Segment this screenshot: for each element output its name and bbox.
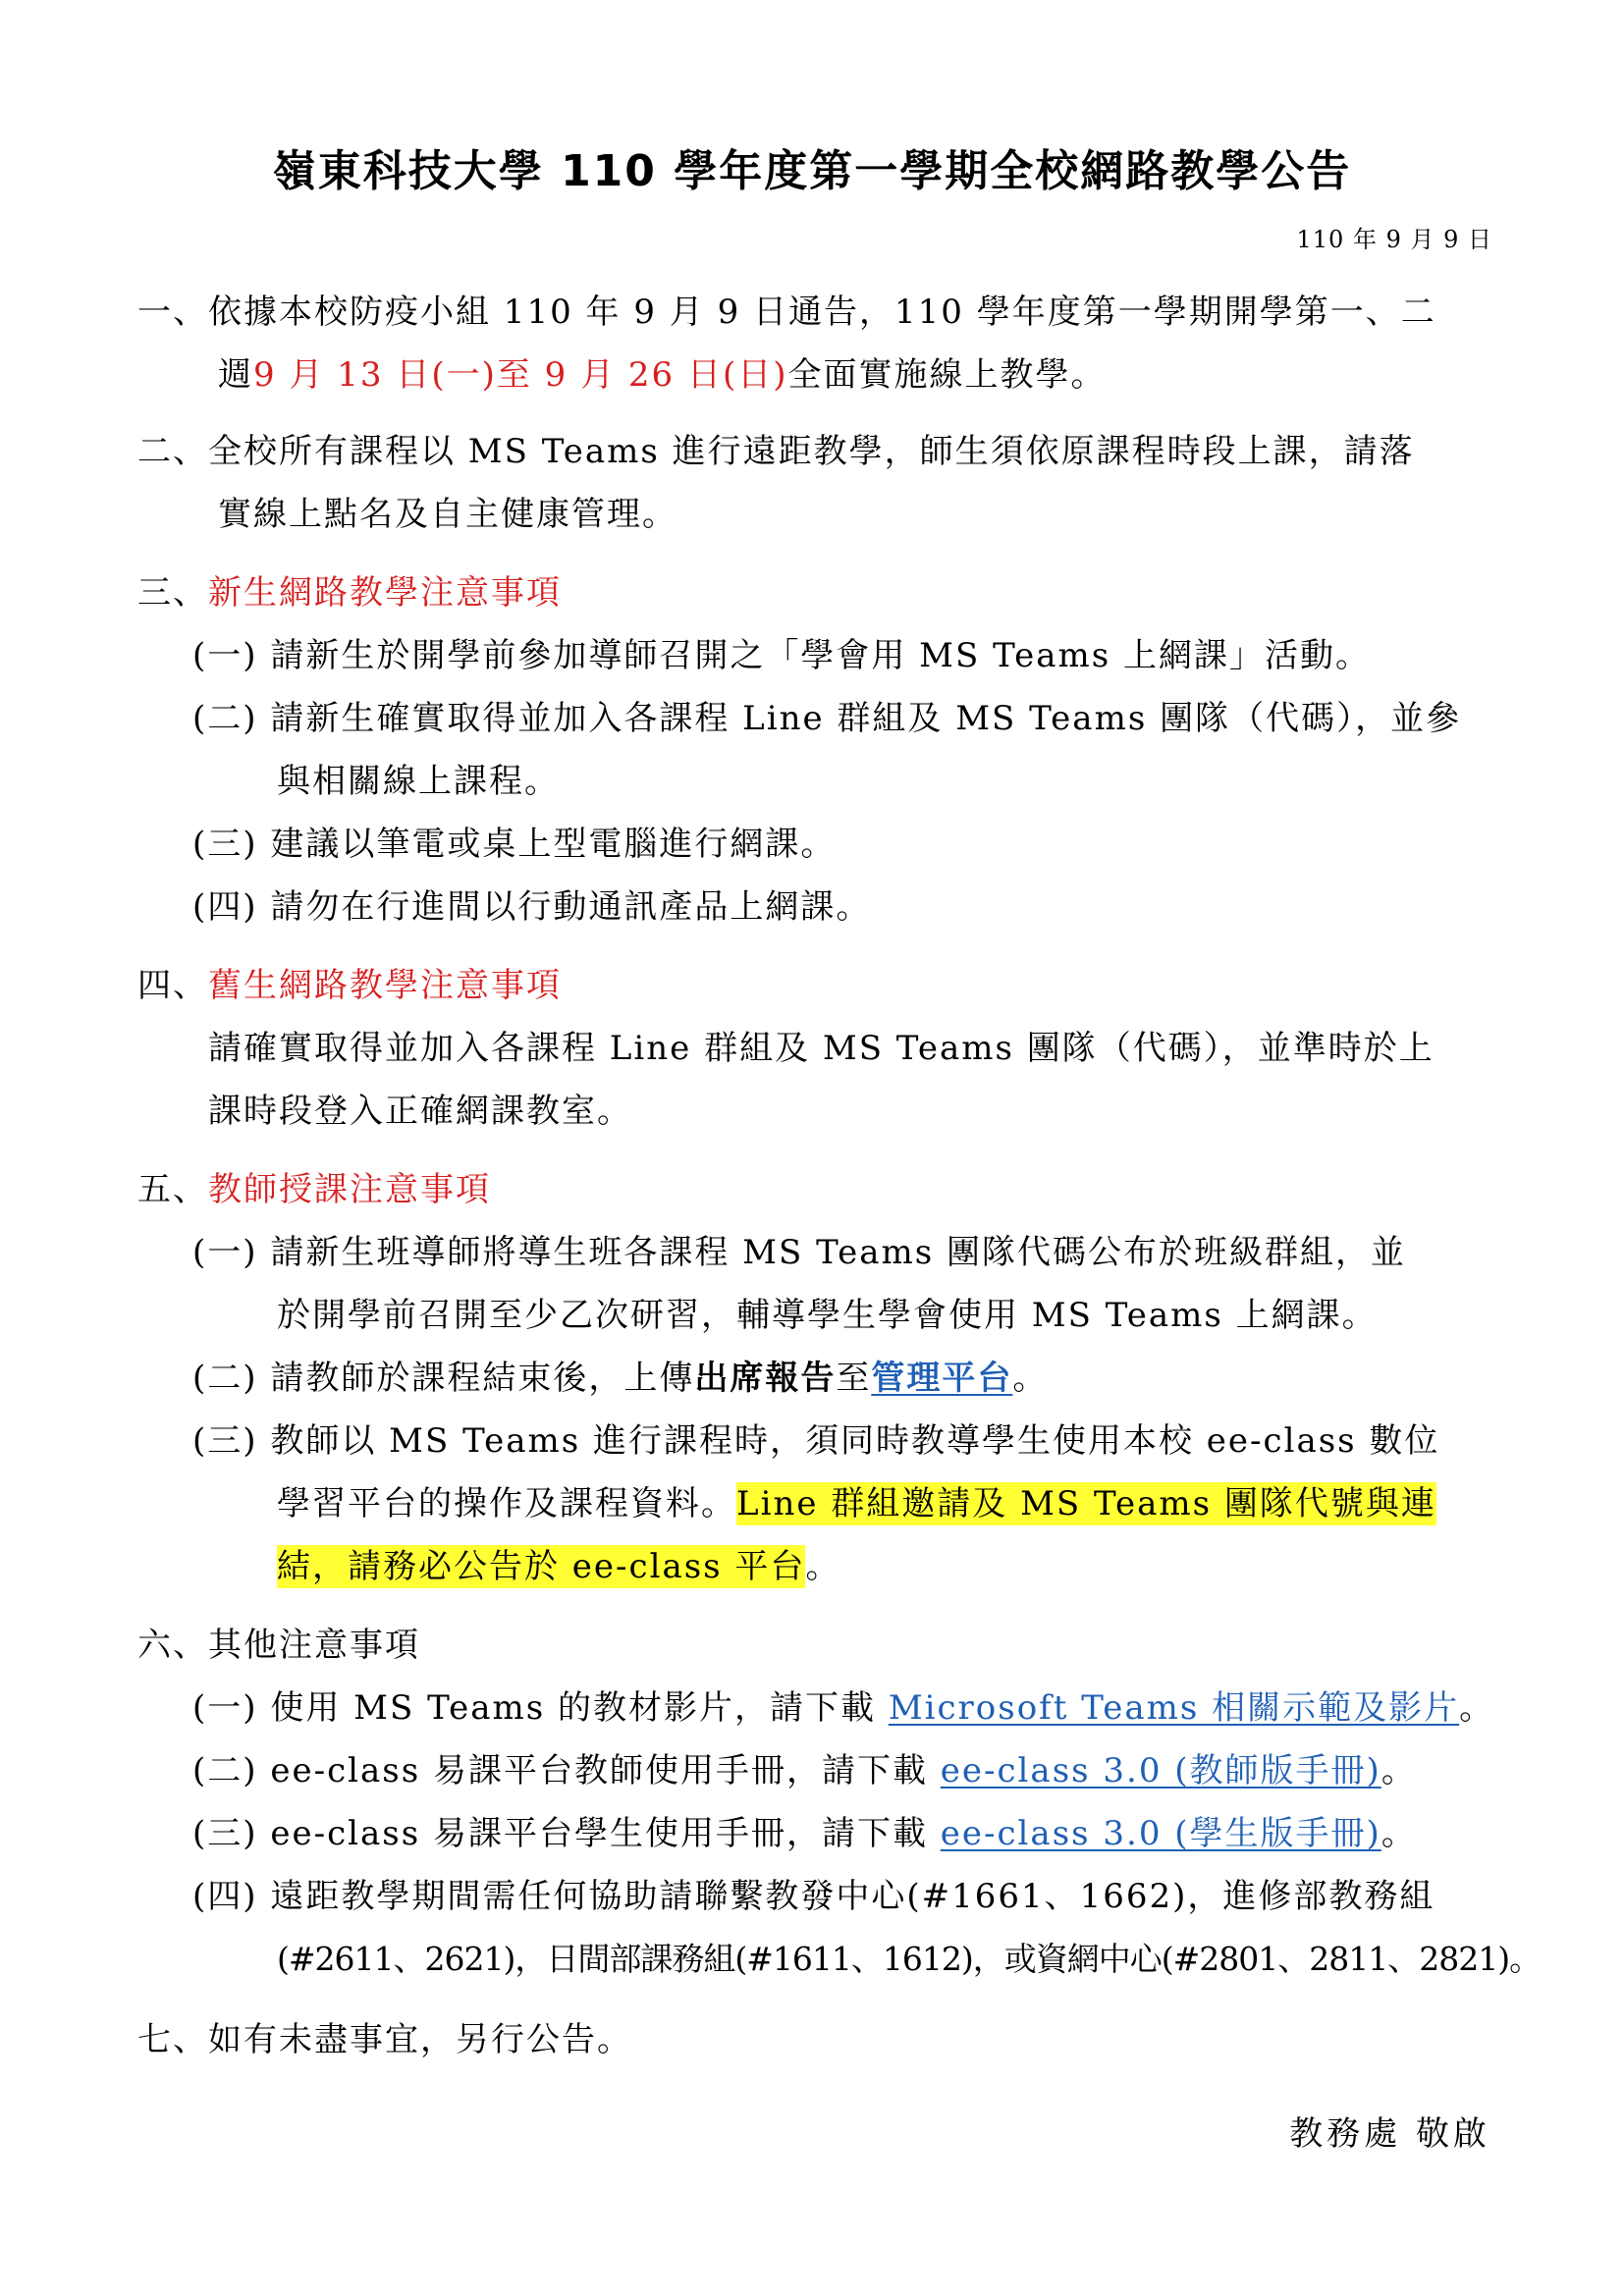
section-1-line2-post: 全面實施線上教學。: [787, 355, 1107, 395]
section-5-label: 五、: [137, 1170, 208, 1209]
section-2: [137, 420, 1415, 483]
section-3-item-2: [192, 687, 1461, 750]
item-text-pre: 請教師於課程結束後，上傳: [270, 1359, 695, 1398]
section-6-label: 六、: [137, 1626, 208, 1665]
item-number: (一): [192, 636, 258, 675]
section-3-heading-row: [137, 561, 562, 624]
item-number: (四): [192, 1877, 258, 1916]
item-text-post: 。: [1459, 1688, 1495, 1728]
item-number: (三): [192, 1421, 258, 1461]
highlighted-notice: Line 群組邀請及 MS Teams 團隊代號與連: [736, 1484, 1436, 1523]
section-5-item-3: [192, 1410, 1439, 1472]
item-text-mid: 至: [836, 1359, 872, 1398]
section-3-item-1: [192, 624, 1371, 687]
item-text: 建議以筆電或桌上型電腦進行網課。: [270, 825, 837, 864]
section-4-line2: 課時段登入正確網課教室。: [208, 1092, 632, 1131]
section-4-heading-row: [137, 954, 562, 1017]
section-5-heading: 教師授課注意事項: [208, 1170, 491, 1209]
item-text-post: 。: [1380, 1814, 1417, 1853]
announcement-date: 110 年 9 月 9 日: [1296, 226, 1492, 253]
item-text: 請新生於開學前參加導師召開之「學會用 MS Teams 上網課」活動。: [270, 636, 1371, 675]
section-3-label: 三、: [137, 573, 208, 613]
online-period-dates: 9 月 13 日(一)至 9 月 26 日(日): [253, 355, 788, 395]
section-1-label: 一、: [137, 293, 208, 332]
item-text-pre: ee-class 易課平台教師使用手冊，請下載: [270, 1751, 941, 1790]
section-3-item-4: [192, 876, 871, 938]
section-4-line1: 請確實取得並加入各課程 Line 群組及 MS Teams 團隊（代碼），並準時於上: [208, 1029, 1435, 1068]
section-6-item-4-cont: (#2611、2621)，日間部課務組(#1611、1612)，或資網中心(#2801、2811、2821)。: [277, 1940, 1542, 1978]
section-1-line2-pre: 週: [218, 355, 253, 395]
item-number: (三): [192, 1814, 258, 1853]
item-text-pre: ee-class 易課平台學生使用手冊，請下載: [270, 1814, 941, 1853]
item-text: 教師以 MS Teams 進行課程時，須同時教導學生使用本校 ee-class 數位: [270, 1421, 1440, 1461]
item-text: 請新生確實取得並加入各課程 Line 群組及 MS Teams 團隊（代碼），並參: [270, 699, 1462, 738]
section-6-item-2: [192, 1739, 1417, 1802]
teams-video-link[interactable]: Microsoft Teams 相關示範及影片: [888, 1688, 1460, 1728]
section-5-item-1: [192, 1221, 1406, 1284]
section-4-label: 四、: [137, 966, 208, 1005]
section-1-cont: [218, 344, 1107, 406]
item-number: (二): [192, 1359, 258, 1398]
section-6-item-1: [192, 1677, 1494, 1739]
item-text-pre: 使用 MS Teams 的教材影片，請下載: [270, 1688, 889, 1728]
section-5-item-1-cont: 於開學前召開至少乙次研習，輔導學生學會使用 MS Teams 上網課。: [277, 1296, 1378, 1335]
attendance-report-emphasis: 出席報告: [694, 1359, 837, 1398]
item-number: (二): [192, 1751, 258, 1790]
item-text: 遠距教學期間需任何協助請聯繫教發中心(#1661、1662)，進修部教務組: [270, 1877, 1435, 1916]
student-manual-link[interactable]: ee-class 3.0 (學生版手冊): [940, 1814, 1381, 1853]
section-5-heading-row: [137, 1158, 491, 1221]
item-text: 請勿在行進間以行動通訊產品上網課。: [270, 887, 872, 927]
page-title: 嶺東科技大學 110 學年度第一學期全校網路教學公告: [272, 146, 1352, 196]
section-3-item-3: [192, 813, 836, 876]
item-number: (一): [192, 1688, 258, 1728]
section-2-label: 二、: [137, 432, 208, 471]
section-4-heading: 舊生網路教學注意事項: [208, 966, 562, 1005]
management-platform-link[interactable]: 管理平台: [871, 1359, 1013, 1398]
section-1: [137, 281, 1436, 344]
section-7-text: 如有未盡事宜，另行公告。: [208, 2020, 632, 2059]
item-text: 請新生班導師將導生班各課程 MS Teams 團隊代碼公布於班級群組，並: [270, 1233, 1406, 1272]
section-6-item-3: [192, 1802, 1417, 1865]
item-number: (四): [192, 887, 258, 927]
item-text-pre: 學習平台的操作及課程資料。: [277, 1484, 736, 1523]
highlighted-notice-cont: 結，請務必公告於 ee-class 平台: [277, 1547, 806, 1586]
section-6-heading: 其他注意事項: [208, 1626, 420, 1665]
section-7-label: 七、: [137, 2020, 208, 2059]
section-6-heading-row: [137, 1614, 420, 1677]
item-text-post: 。: [805, 1547, 841, 1586]
section-3-item-2-cont: 與相關線上課程。: [277, 762, 560, 801]
item-text-post: 。: [1380, 1751, 1417, 1790]
section-5-item-3-cont2: [277, 1535, 840, 1598]
teacher-manual-link[interactable]: ee-class 3.0 (教師版手冊): [940, 1751, 1381, 1790]
section-3-heading: 新生網路教學注意事項: [208, 573, 562, 613]
section-7: [137, 2008, 632, 2071]
item-number: (三): [192, 825, 258, 864]
signature: 教務處 敬啟: [1289, 2114, 1490, 2154]
section-2-line1: 全校所有課程以 MS Teams 進行遠距教學，師生須依原課程時段上課，請落: [208, 432, 1415, 471]
item-number: (二): [192, 699, 258, 738]
section-5-item-2: [192, 1347, 1048, 1410]
section-5-item-3-cont: [277, 1472, 1436, 1535]
item-number: (一): [192, 1233, 258, 1272]
section-2-line2: 實線上點名及自主健康管理。: [218, 495, 677, 534]
item-text-post: 。: [1012, 1359, 1049, 1398]
section-1-line1: 依據本校防疫小組 110 年 9 月 9 日通告，110 學年度第一學期開學第一、二: [208, 293, 1436, 332]
section-6-item-4: [192, 1865, 1435, 1928]
